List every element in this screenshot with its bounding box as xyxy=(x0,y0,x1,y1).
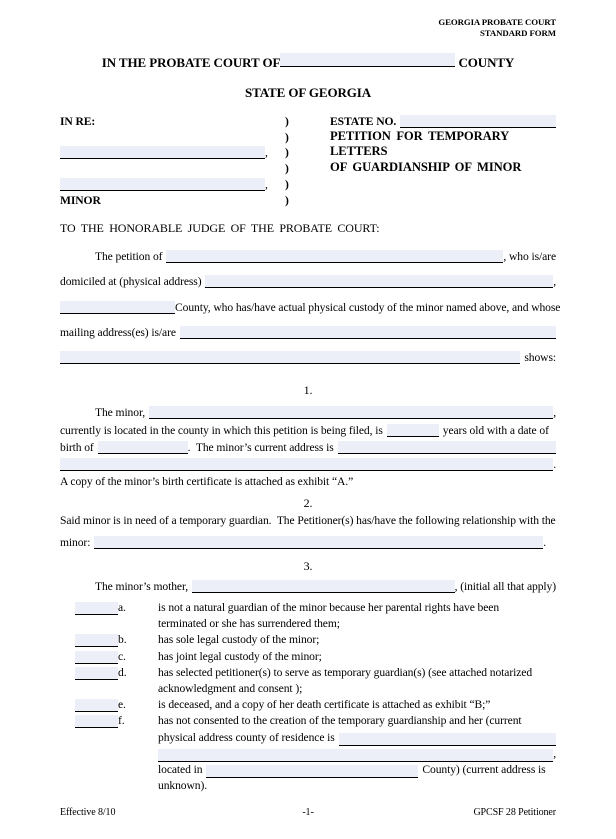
item-text-f xyxy=(158,713,556,794)
mailing-address-field-2[interactable] xyxy=(60,351,520,364)
form-header-line2: STANDARD FORM xyxy=(480,28,556,38)
minor-age-field[interactable] xyxy=(387,424,439,437)
item-letter-d: d. xyxy=(118,665,127,679)
item-letter-e: e. xyxy=(118,698,126,712)
minor-name-row-1 xyxy=(60,144,282,160)
s1-l5-text: A copy of the minor’s birth certificate is attached as exhibit “A.” xyxy=(60,475,354,489)
minor-name-field-2[interactable] xyxy=(60,178,265,191)
s1-l1-pre: The minor, xyxy=(95,406,146,420)
item-f-line-2 xyxy=(158,730,556,746)
s1-l2-pre: currently is located in the county in which this petition is being filed, is xyxy=(60,423,383,437)
item-letter-f: f. xyxy=(118,714,125,728)
intro-line-4 xyxy=(60,314,556,339)
minor-address-field-1[interactable] xyxy=(338,441,556,454)
domicile-county-field[interactable] xyxy=(60,301,175,314)
initial-all-that-apply-list xyxy=(75,600,556,794)
s1-l4-post: . xyxy=(553,458,556,472)
intro-line-3 xyxy=(60,288,561,314)
section-2-number: 2. xyxy=(303,496,313,510)
item-f-line-4 xyxy=(158,762,556,778)
petitioner-name-field[interactable] xyxy=(166,250,503,263)
minor-label: MINOR xyxy=(60,193,101,207)
intro-line-5 xyxy=(60,339,556,364)
minor-name-field-1[interactable] xyxy=(60,146,265,159)
item-text-c: has joint legal custody of the minor; xyxy=(158,649,322,663)
item-text-d: has selected petitioner(s) to serve as temporary guardian(s) (see attached notarized acknowledgment and consent ); xyxy=(158,665,533,696)
item-text-b: has sole legal custody of the minor; xyxy=(158,633,320,647)
in-re-label: IN RE: xyxy=(60,114,96,128)
intro-l5-post: shows: xyxy=(524,350,556,364)
list-item-e xyxy=(75,697,556,713)
s3-lead-post: , (initial all that apply) xyxy=(454,580,556,593)
caption-paren-column xyxy=(285,112,305,207)
section1-line-1 xyxy=(60,402,556,419)
section1-line-3 xyxy=(60,437,556,454)
item-f-line-5 xyxy=(158,778,556,794)
estate-no-field[interactable] xyxy=(400,115,556,128)
item-text-a: is not a natural guardian of the minor because her parental rights have been terminated or she has surrendered them; xyxy=(158,601,500,631)
petition-title-line1: PETITION FOR TEMPORARY LETTERS xyxy=(330,129,509,159)
court-title-line xyxy=(60,53,556,71)
mother-county-field-1[interactable] xyxy=(339,733,556,746)
list-item-f xyxy=(75,713,556,794)
paren-glyph: ) xyxy=(285,162,289,176)
physical-address-field[interactable] xyxy=(205,275,553,288)
item-text-e: is deceased, and a copy of her death certificate is attached as exhibit “B;” xyxy=(158,698,491,712)
estate-no-label: ESTATE NO. xyxy=(330,114,397,128)
minor-name-row-2 xyxy=(60,175,282,191)
form-header-line1: GEORGIA PROBATE COURT xyxy=(438,17,556,27)
intro-l1-post: , who is/are xyxy=(503,250,556,264)
footer-page-number: -1- xyxy=(302,807,314,818)
intro-l4-pre: mailing address(es) is/are xyxy=(60,325,176,339)
s2-l2-post: . xyxy=(543,536,546,549)
court-title-post: COUNTY xyxy=(455,55,515,70)
section1-line-4 xyxy=(60,454,556,471)
paren-glyph: ) xyxy=(285,146,289,160)
estate-no-row xyxy=(330,112,556,128)
item-f-l5-text: unknown). xyxy=(158,779,208,793)
caption-spacer-row xyxy=(60,159,282,175)
comma-after-name-1: , xyxy=(265,146,268,160)
item-f-l1-text: has not consented to the creation of the temporary guardianship and her (current xyxy=(158,714,522,728)
initial-blank-f[interactable] xyxy=(75,715,118,728)
county-name-field-top[interactable] xyxy=(280,53,455,67)
section-3-number: 3. xyxy=(303,559,313,573)
section2-line-1: Said minor is in need of a temporary guardian. The Petitioner(s) has/have the following relationship with the xyxy=(60,514,556,527)
state-line: STATE OF GEORGIA xyxy=(244,85,371,100)
item-f-line-1 xyxy=(158,713,556,729)
case-caption xyxy=(60,112,556,208)
initial-blank-a[interactable] xyxy=(75,602,118,615)
section-1-paragraph xyxy=(60,402,556,488)
section1-line-2 xyxy=(60,419,556,436)
petition-title-line2: OF GUARDIANSHIP OF MINOR xyxy=(330,160,522,175)
intro-line-2 xyxy=(60,263,556,288)
item-f-line-3 xyxy=(158,746,556,762)
comma-after-name-2: , xyxy=(265,177,268,191)
court-title-pre: IN THE PROBATE COURT OF xyxy=(101,55,281,70)
intro-line-1 xyxy=(60,238,556,263)
footer-effective-date: Effective 8/10 xyxy=(60,807,116,818)
s2-l2-pre: minor: xyxy=(60,536,91,549)
list-item-c xyxy=(75,649,556,665)
initial-blank-c[interactable] xyxy=(75,651,118,664)
form-header xyxy=(60,17,556,39)
footer-form-id: GPCSF 28 Petitioner xyxy=(473,807,556,818)
caption-spacer-row xyxy=(60,128,282,144)
mother-name-field[interactable] xyxy=(192,580,455,593)
s1-l2-post: years old with a date of xyxy=(442,423,549,437)
initial-blank-d[interactable] xyxy=(75,667,118,680)
item-f-l4-post: County) (current address is xyxy=(422,762,546,776)
list-item-a xyxy=(75,600,556,632)
list-item-d xyxy=(75,665,556,697)
date-of-birth-field[interactable] xyxy=(98,441,188,454)
item-f-l2-pre: physical address county of residence is xyxy=(158,730,335,744)
section1-line-5 xyxy=(60,471,556,488)
item-f-l3-post: , xyxy=(553,746,556,760)
intro-l1-pre: The petition of xyxy=(95,250,163,264)
item-letter-c: c. xyxy=(118,649,126,663)
caption-right-column xyxy=(330,112,556,175)
s3-lead-pre: The minor’s mother, xyxy=(95,580,189,593)
paren-glyph: ) xyxy=(285,177,289,191)
section3-lead-line xyxy=(60,577,556,593)
initial-blank-e[interactable] xyxy=(75,699,118,712)
paren-glyph: ) xyxy=(285,130,289,144)
mailing-address-field-1[interactable] xyxy=(180,326,556,339)
mother-located-county-field[interactable] xyxy=(206,765,418,778)
initial-blank-b[interactable] xyxy=(75,634,118,647)
minor-address-field-2[interactable] xyxy=(60,458,553,471)
section2-line-2 xyxy=(60,533,556,549)
item-letter-a: a. xyxy=(118,601,126,614)
paren-glyph: ) xyxy=(285,114,289,128)
intro-l2-post: , xyxy=(553,275,556,289)
mother-county-field-2[interactable] xyxy=(158,749,553,762)
intro-paragraph xyxy=(60,238,561,364)
intro-l3-post: County, who has/have actual physical custody of the minor named above, and whose xyxy=(175,300,561,314)
s1-l3-pre: birth of xyxy=(60,440,94,454)
s1-l3-mid: . The minor’s current address is xyxy=(187,440,334,454)
relationship-field[interactable] xyxy=(94,536,543,549)
caption-left-column xyxy=(60,112,282,207)
section-1-number: 1. xyxy=(303,383,313,397)
item-letter-b: b. xyxy=(118,633,127,647)
minor-name-field[interactable] xyxy=(149,406,553,419)
intro-l2-pre: domiciled at (physical address) xyxy=(60,275,202,289)
salutation: TO THE HONORABLE JUDGE OF THE PROBATE COURT: xyxy=(60,221,380,235)
item-f-l4-pre: located in xyxy=(158,762,203,776)
s1-l1-post: , xyxy=(553,406,556,420)
list-item-b xyxy=(75,632,556,648)
paren-glyph: ) xyxy=(285,193,289,207)
